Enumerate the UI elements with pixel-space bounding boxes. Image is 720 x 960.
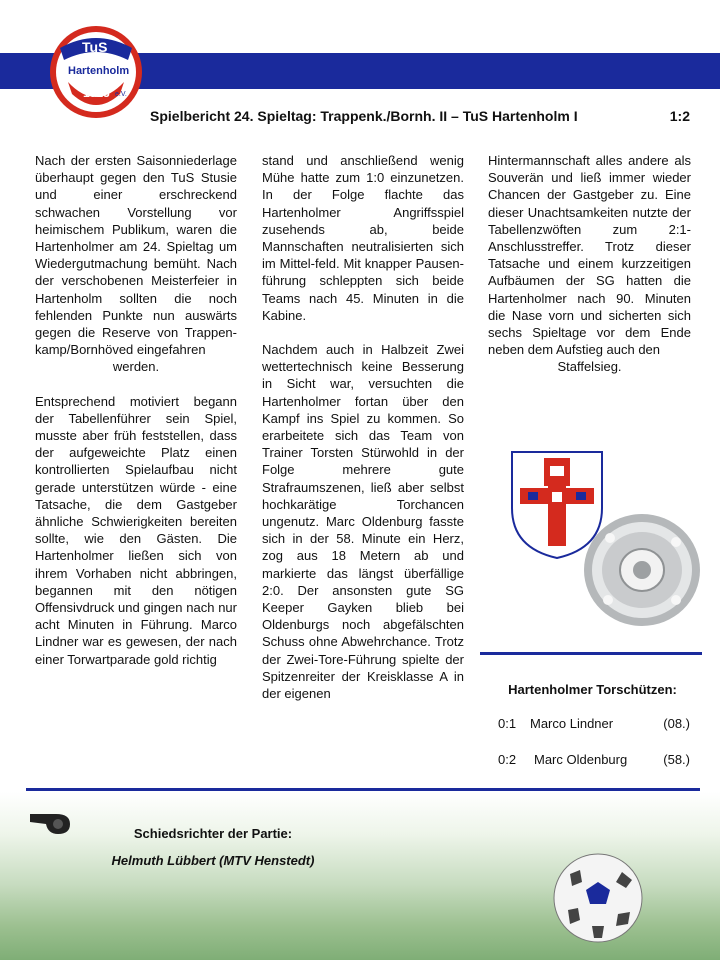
report-title: Spielbericht 24. Spieltag: Trappenk./Bornh. II – TuS Hartenholm I xyxy=(150,108,578,124)
scorer-name: Marco Lindner xyxy=(530,716,614,731)
scorer-score: 0:1 xyxy=(498,716,517,731)
final-score: 1:2 xyxy=(669,108,690,124)
referee-label: Schiedsrichter der Partie: xyxy=(133,826,293,841)
referee-name: Helmuth Lübbert (MTV Henstedt) xyxy=(111,853,315,868)
report-headline xyxy=(150,108,690,124)
scorers-heading: Hartenholmer Torschützen: xyxy=(508,682,677,697)
whistle-icon xyxy=(28,808,72,836)
article-column-2 xyxy=(262,152,464,719)
article-column-3 xyxy=(488,152,691,393)
article-paragraph-end: Staffelsieg. xyxy=(557,359,622,375)
logo-club-name: TuS xyxy=(82,39,108,55)
article-paragraph: stand und anschließend wenig Mühe hatte zum 1:0 einzunetzen. In der Folge flachte das Hartenholmer Angriffsspiel zusehends ab, beide Mannschaften neutralisierten sich im Mittel-feld. Mit knapper Pausen-führung schleppten sich beide Teams nach 45. Minuten in die Kabine. xyxy=(262,153,464,323)
article-paragraph: Nach der ersten Saisonniederlage überhaupt gegen den TuS Stusie und einer erschreckend schwachen Vorstellung vor heimischem Publikum, waren die Hartenholmer am 24. Spieltag um Wiedergutmachung bemüht. Nach der verschobenen Meisterfeier in Hartenholm sollten die noch fehlenden Punkte nun auswärts gegen die Reserve von Trappenkamp/Bornhöved eingefahren xyxy=(35,153,237,358)
scorer-score: 0:2 xyxy=(498,752,517,767)
article-paragraph: Nachdem auch in Halbzeit Zwei wettertechnisch keine Besserung in Sicht war, versuchten die Hartenholmer fortan über den Kampf ins Spiel zu kommen. So erarbeitete sich das Team von Trainer Torsten Stürwohld in der Folge mehrere gute Strafraumszenen, ließ aber selbst hochkarätige Torchancen ungenutz. Marc Oldenburg fasste sich in der 58. Minute ein Herz, zog aus 18 Metern ab und markierte das längst überfällige 2:0. Der ansonsten gute SG Keeper Gayken blieb bei Oldenburgs noch abgefälschten Schuss ohne Abwehrchance. Trotz der Zwei-Tore-Führung spielte der Spitzenreiter der Kreisklasse A in der eigenen xyxy=(262,342,464,702)
divider-line xyxy=(480,652,702,655)
divider-line xyxy=(26,788,700,791)
scorer-row xyxy=(498,752,690,767)
scorer-minute: (58.) xyxy=(663,752,690,767)
logo-suffix: e.V. xyxy=(115,91,127,98)
logo-year: 1913 xyxy=(83,86,110,100)
club-logo xyxy=(42,20,150,120)
football-image xyxy=(552,852,644,944)
scorer-minute: (08.) xyxy=(663,716,690,731)
scorer-row xyxy=(498,716,690,731)
scorer-name: Marc Oldenburg xyxy=(534,752,628,767)
logo-place: Hartenholm xyxy=(68,65,130,77)
article-paragraph: Entsprechend motiviert begann der Tabellenführer sein Spiel, musste aber früh feststellen, dass der aufgeweichte Platz einen kontrollierten Spielaufbau nicht gerade unterstützen würde - eine Tatsache, die dem Gastgeber ähnliche Schwierigkeiten bereiten sollte, wie den Gästen. Die Hartenholmer ließen sich von ihrem Vorhaben nicht abbringen, begannen mit den nötigen Offensivdruck und gingen nach nur acht Minuten in Führung. Marco Lindner war es gewesen, der nach einer Torwartparade gold richtig xyxy=(35,393,237,667)
article-column-1 xyxy=(35,152,237,685)
article-paragraph: Hintermannschaft alles andere als Souverän und ließ immer wieder Chancen der Gastgeber zu. Eine dieser Unachtsamkeiten nutzte der Tabellenzwöften zum 2:1-Anschlusstreffer. Trotz dieser Tatsache und einem kurzzeitigen Aufbäumen der SG hatten die Hartenholmer nach 90. Minuten die Nase vorn und sicherten sich sechs Spieltage vor dem Ende neben dem Aufstieg auch den xyxy=(488,153,691,358)
championship-trophy-image xyxy=(580,508,705,628)
article-paragraph-end: werden. xyxy=(112,359,160,375)
